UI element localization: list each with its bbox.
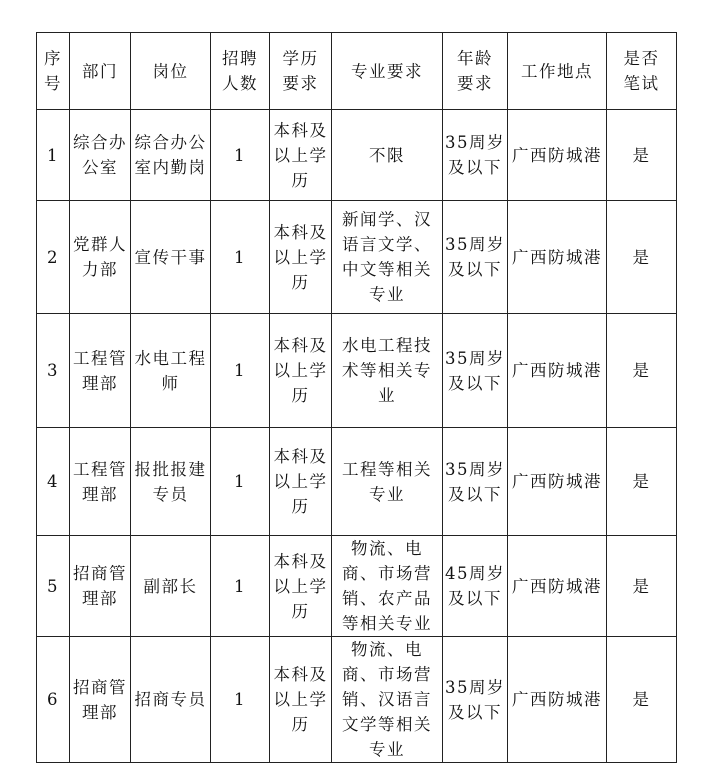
cell-position: 宣传干事 (131, 201, 211, 314)
table-row (37, 536, 677, 637)
table-row (37, 201, 677, 314)
cell-age: 45周岁及以下 (443, 536, 508, 637)
cell-dept: 综合办公室 (70, 110, 131, 201)
table-row (37, 314, 677, 428)
cell-age: 35周岁及以下 (443, 428, 508, 536)
header-seq: 序号 (37, 33, 70, 110)
header-dept: 部门 (70, 33, 131, 110)
cell-major: 工程等相关专业 (332, 428, 443, 536)
cell-major: 物流、电商、市场营销、农产品等相关专业 (332, 536, 443, 637)
cell-location: 广西防城港 (508, 201, 607, 314)
cell-age: 35周岁及以下 (443, 201, 508, 314)
cell-age: 35周岁及以下 (443, 637, 508, 763)
cell-major: 水电工程技术等相关专业 (332, 314, 443, 428)
cell-exam: 是 (607, 536, 677, 637)
cell-seq: 3 (37, 314, 70, 428)
cell-education: 本科及以上学历 (270, 110, 332, 201)
cell-dept: 招商管理部 (70, 637, 131, 763)
recruitment-table (36, 32, 677, 763)
cell-count: 1 (211, 110, 270, 201)
header-count: 招聘人数 (211, 33, 270, 110)
cell-education: 本科及以上学历 (270, 637, 332, 763)
cell-dept: 党群人力部 (70, 201, 131, 314)
cell-count: 1 (211, 428, 270, 536)
cell-seq: 2 (37, 201, 70, 314)
table-row (37, 637, 677, 763)
cell-position: 招商专员 (131, 637, 211, 763)
cell-exam: 是 (607, 201, 677, 314)
cell-count: 1 (211, 637, 270, 763)
cell-position: 综合办公室内勤岗 (131, 110, 211, 201)
cell-age: 35周岁及以下 (443, 110, 508, 201)
cell-location: 广西防城港 (508, 536, 607, 637)
cell-count: 1 (211, 314, 270, 428)
header-age: 年龄要求 (443, 33, 508, 110)
cell-dept: 工程管理部 (70, 428, 131, 536)
header-location: 工作地点 (508, 33, 607, 110)
cell-major: 新闻学、汉语言文学、中文等相关专业 (332, 201, 443, 314)
cell-exam: 是 (607, 314, 677, 428)
table-row (37, 110, 677, 201)
cell-age: 35周岁及以下 (443, 314, 508, 428)
cell-dept: 工程管理部 (70, 314, 131, 428)
cell-exam: 是 (607, 428, 677, 536)
cell-location: 广西防城港 (508, 314, 607, 428)
cell-seq: 6 (37, 637, 70, 763)
cell-position: 报批报建专员 (131, 428, 211, 536)
cell-seq: 5 (37, 536, 70, 637)
cell-position: 水电工程师 (131, 314, 211, 428)
cell-count: 1 (211, 536, 270, 637)
cell-location: 广西防城港 (508, 110, 607, 201)
cell-exam: 是 (607, 110, 677, 201)
cell-dept: 招商管理部 (70, 536, 131, 637)
cell-count: 1 (211, 201, 270, 314)
cell-position: 副部长 (131, 536, 211, 637)
cell-seq: 1 (37, 110, 70, 201)
cell-location: 广西防城港 (508, 428, 607, 536)
cell-education: 本科及以上学历 (270, 536, 332, 637)
header-major: 专业要求 (332, 33, 443, 110)
cell-education: 本科及以上学历 (270, 201, 332, 314)
cell-exam: 是 (607, 637, 677, 763)
cell-education: 本科及以上学历 (270, 428, 332, 536)
cell-seq: 4 (37, 428, 70, 536)
table-row (37, 428, 677, 536)
header-exam: 是否笔试 (607, 33, 677, 110)
cell-major: 物流、电商、市场营销、汉语言文学等相关专业 (332, 637, 443, 763)
header-position: 岗位 (131, 33, 211, 110)
cell-education: 本科及以上学历 (270, 314, 332, 428)
cell-major: 不限 (332, 110, 443, 201)
header-row (37, 33, 677, 110)
cell-location: 广西防城港 (508, 637, 607, 763)
header-education: 学历要求 (270, 33, 332, 110)
